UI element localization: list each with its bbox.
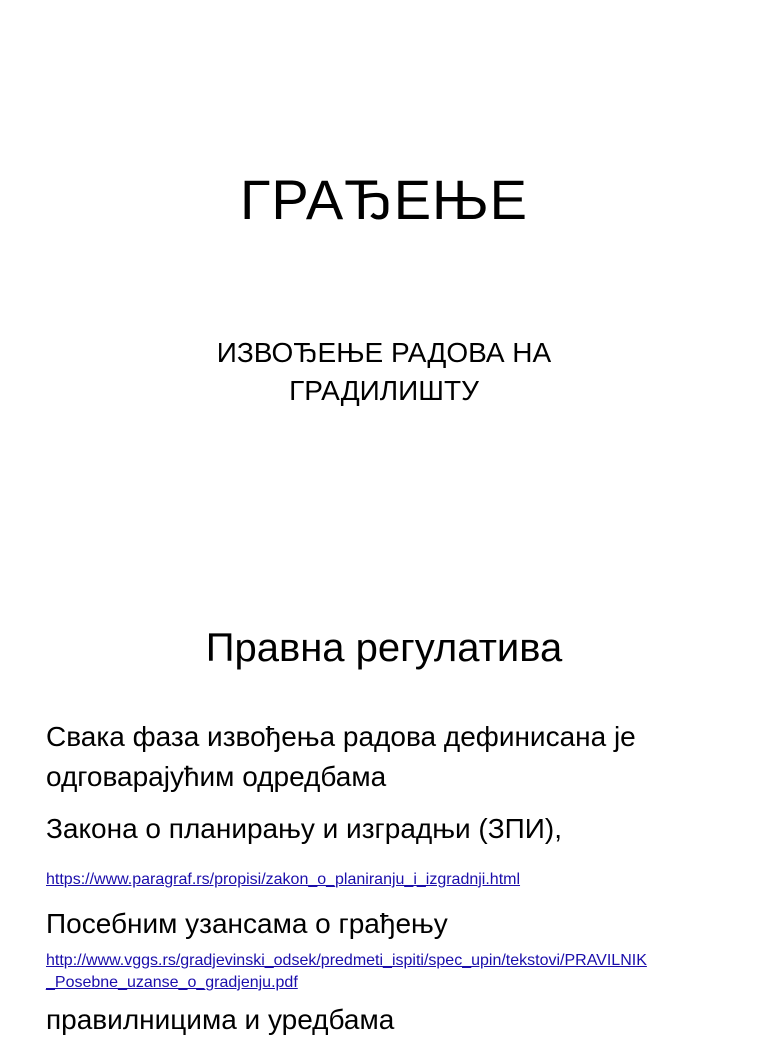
- subtitle: [0, 334, 768, 410]
- paragraph-line-2: одговарајућим одредбама: [46, 761, 387, 792]
- paragraph-special-usances: Посебним узансама о грађењу: [46, 908, 448, 939]
- section-title: Правна регулатива: [205, 626, 563, 670]
- usances-link-line-2: _Posebne_uzanse_o_gradjenju.pdf: [46, 974, 298, 991]
- law-link[interactable]: https://www.paragraf.rs/propisi/zakon_o_planiranju_i_izgradnji.html: [46, 871, 521, 888]
- paragraph-line-1: Свака фаза извођења радова дефинисана је: [46, 721, 636, 752]
- usances-link-line-1: http://www.vggs.rs/gradjevinski_odsek/predmeti_ispiti/spec_upin/tekstovi/PRAVILNIK: [46, 952, 647, 969]
- main-title: ГРАЂЕЊЕ: [240, 168, 528, 231]
- paragraph-regulations: правилницима и уредбама: [46, 1004, 395, 1035]
- paragraph-law: Закона о планирању и изградњи (ЗПИ),: [46, 813, 562, 844]
- content-slide: [0, 580, 768, 1035]
- usances-link[interactable]: [46, 950, 736, 994]
- paragraph-phase-definition: [46, 717, 736, 797]
- subtitle-line-1: ИЗВОЂЕЊЕ РАДОВА НА: [216, 337, 552, 368]
- subtitle-line-2: ГРАДИЛИШТУ: [289, 375, 479, 406]
